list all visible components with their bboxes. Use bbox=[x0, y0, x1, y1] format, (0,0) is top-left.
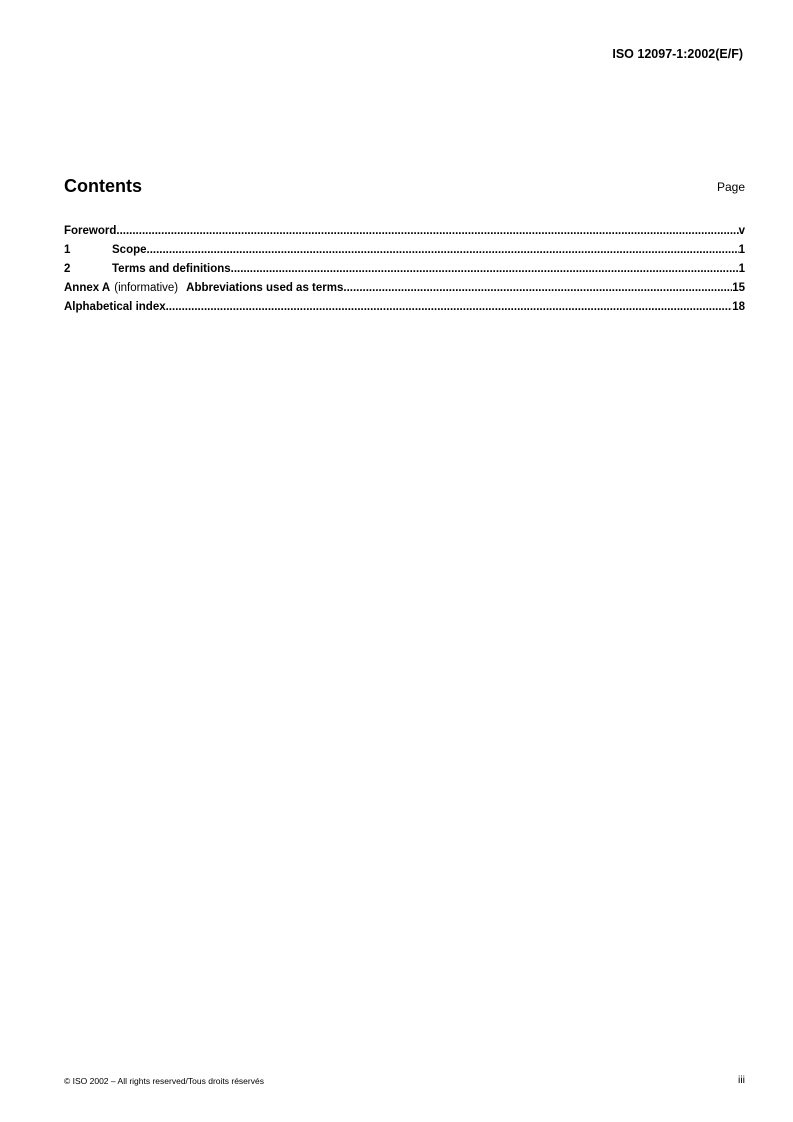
toc-entry-scope[interactable] bbox=[64, 244, 745, 263]
toc-entry-title: Alphabetical index bbox=[64, 301, 166, 313]
footer-copyright: © ISO 2002 – All rights reserved/Tous droits réservés bbox=[64, 1076, 264, 1086]
toc-entry-number: 1 bbox=[64, 244, 71, 256]
toc-dot-leader bbox=[343, 282, 732, 294]
contents-header bbox=[64, 176, 745, 198]
toc-entry-page: 1 bbox=[738, 263, 745, 275]
toc-entry-alphabetical-index[interactable] bbox=[64, 301, 745, 320]
toc-entry-foreword[interactable] bbox=[64, 225, 745, 244]
table-of-contents bbox=[64, 225, 745, 320]
toc-entry-number: 2 bbox=[64, 263, 71, 275]
toc-entry-page: 1 bbox=[738, 244, 745, 256]
toc-entry-annex-a[interactable] bbox=[64, 282, 745, 301]
toc-entry-page: v bbox=[738, 225, 745, 237]
toc-dot-leader bbox=[166, 301, 733, 313]
document-identifier: ISO 12097-1:2002(E/F) bbox=[612, 47, 743, 61]
contents-title: Contents bbox=[64, 176, 142, 196]
toc-entry-page: 15 bbox=[732, 282, 745, 294]
footer-page-number: iii bbox=[738, 1074, 745, 1086]
toc-annex-type: (informative) bbox=[114, 282, 179, 294]
toc-entry-title: Terms and definitions bbox=[112, 263, 231, 275]
toc-annex-tag: Annex A bbox=[64, 282, 111, 294]
toc-entry-page: 18 bbox=[732, 301, 745, 313]
toc-dot-leader bbox=[147, 244, 739, 256]
toc-entry-terms-and-definitions[interactable] bbox=[64, 263, 745, 282]
page-column-label: Page bbox=[716, 180, 745, 194]
toc-entry-title: Scope bbox=[112, 244, 147, 256]
toc-dot-leader bbox=[116, 225, 738, 237]
toc-dot-leader bbox=[231, 263, 739, 275]
toc-entry-title: Abbreviations used as terms bbox=[186, 282, 344, 294]
toc-entry-title: Foreword bbox=[64, 225, 117, 237]
